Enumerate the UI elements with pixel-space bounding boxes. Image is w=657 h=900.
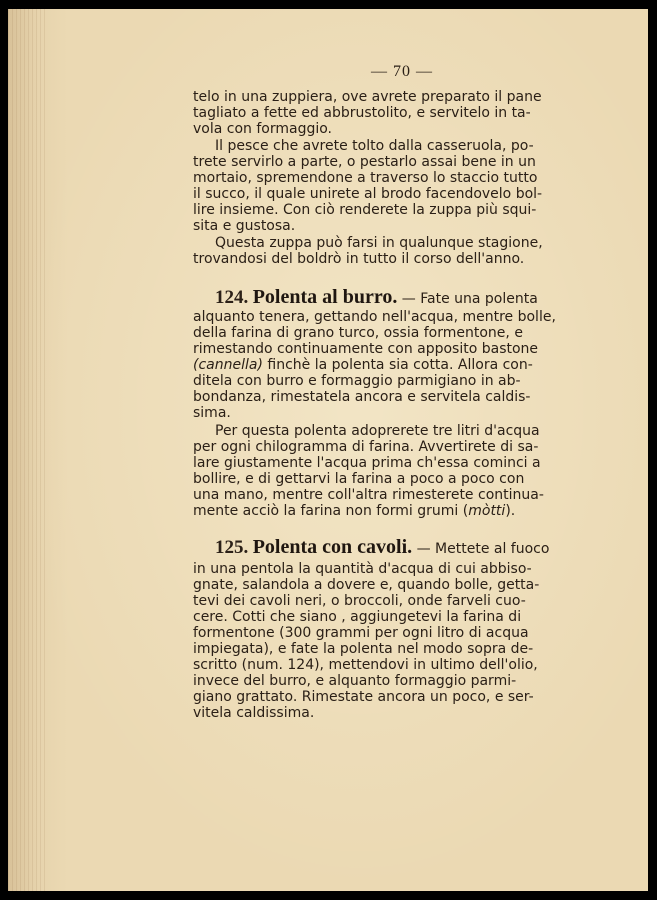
text-line: Per questa polenta adoprerete tre litri d'acqua [215,423,540,439]
text-line: vola con formaggio. [193,121,333,137]
recipe-title: Polenta con cavoli. [252,536,413,558]
text-line: lare giustamente l'acqua prima ch'essa cominci a [193,455,541,471]
text-line: Questa zuppa può farsi in qualunque stagione, [215,235,543,251]
text-line: Il pesce che avrete tolto dalla casseruola, po- [215,138,534,154]
text-line: il succo, il quale unirete al brodo facendovelo bol- [193,186,543,202]
text-line: sima. [193,405,231,421]
text-line: mortaio, spremendone a traverso lo staccio tutto [193,170,538,186]
text-line: bondanza, rimestatela ancora e servitela caldis- [193,389,531,405]
recipe-lead-text: — Mettete al fuoco [416,541,550,557]
text-line: impiegata), e fate la polenta nel modo sopra de- [193,641,534,657]
text-line [193,503,515,519]
text-line: tagliato a fette ed abbrustolito, e servitelo in ta- [193,105,531,121]
text-line: rimestando continuamente con apposito bastone [193,341,539,357]
text-line: cere. Cotti che siano , aggiungetevi la farina di [193,609,522,625]
text-line: tevi dei cavoli neri, o broccoli, onde farveli cuo- [193,593,526,609]
text-line: della farina di grano turco, ossia formentone, e [193,325,523,341]
text-fragment: mente acciò la farina non formi grumi ( [193,503,469,519]
text-line: giano grattato. Rimestate ancora un poco, e ser- [193,689,534,705]
page-number: — 70 — [371,63,433,80]
text-line: trovandosi del boldrò in tutto il corso dell'anno. [193,251,525,267]
text-line: una mano, mentre coll'altra rimesterete continua- [193,487,544,503]
italic-term: mòtti [468,503,506,519]
italic-term: (cannella) [193,357,263,373]
text-line: telo in una zuppiera, ove avrete preparato il pane [193,89,542,105]
text-line: scritto (num. 124), mettendovi in ultimo dell'olio, [193,657,538,673]
recipe-number: 124. [215,287,249,308]
text-line: lire insieme. Con ciò renderete la zuppa più squi- [193,202,537,218]
text-line: invece del burro, e alquanto formaggio parmi- [193,673,517,689]
text-line: alquanto tenera, gettando nell'acqua, mentre bolle, [193,309,556,325]
recipe-125-heading [215,536,550,558]
recipe-title: Polenta al burro. [252,286,398,308]
page-gutter [8,9,46,891]
text-fragment: ). [505,503,516,519]
text-line: gnate, salandola a dovere e, quando bolle, getta- [193,577,540,593]
text-line: per ogni chilogramma di farina. Avvertirete di sa- [193,439,539,455]
text-line: bollire, e di gettarvi la farina a poco a poco con [193,471,525,487]
text-line: formentone (300 grammi per ogni litro di acqua [193,625,529,641]
recipe-lead-text: — Fate una polenta [401,291,538,307]
text-line: vitela caldissima. [193,705,315,721]
text-line: in una pentola la quantità d'acqua di cui abbiso- [193,561,532,577]
recipe-124-heading [215,286,538,308]
text-line [193,357,533,373]
text-line: sita e gustosa. [193,218,296,234]
text-line: ditela con burro e formaggio parmigiano in ab- [193,373,521,389]
recipe-number: 125. [215,537,249,558]
text-fragment: finchè la polenta sia cotta. Allora con- [262,357,533,373]
book-page [8,9,648,891]
text-line: trete servirlo a parte, o pestarlo assai bene in un [193,154,536,170]
